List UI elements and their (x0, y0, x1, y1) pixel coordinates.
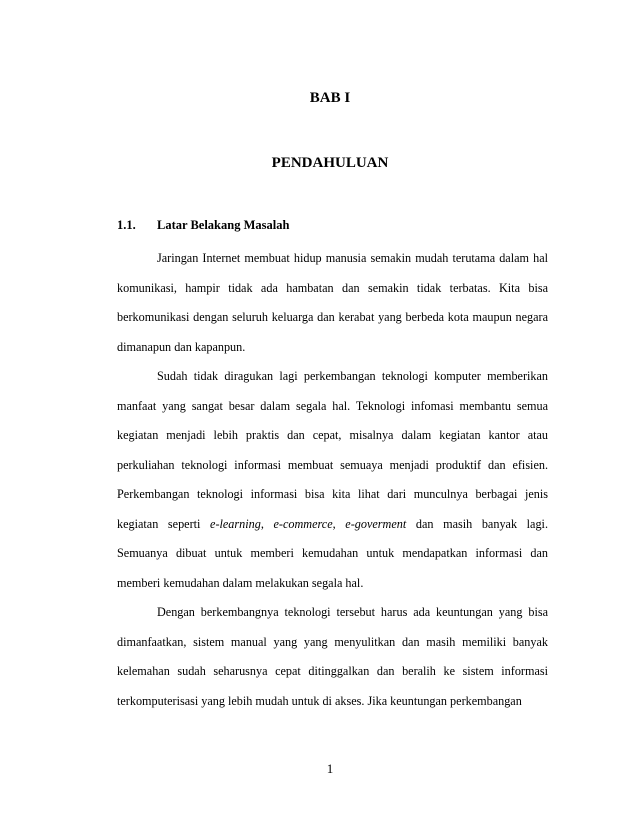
paragraph-2-text-b: dan masih banyak lagi. Semuanya dibuat untuk memberi kemudahan untuk mendapatkan informasi dan memberi kemudahan dalam melakukan segala hal. (117, 516, 548, 590)
section-title: Latar Belakang Masalah (157, 218, 290, 232)
chapter-title: PENDAHULUAN (271, 155, 389, 171)
paragraph-2-text-a: Sudah tidak diragukan lagi perkembangan teknologi komputer memberikan manfaat yang sangat besar dalam segala hal. Teknologi infomasi membantu semua kegiatan menjadi lebih praktis dan cepat, misalnya dalam kegiatan kantor atau perkuliahan teknologi informasi membuat semuaya menjadi produktif dan efisien. Perkembangan teknologi informasi bisa kita lihat dari munculnya berbagai jenis kegiatan seperti (117, 369, 548, 531)
term-e-goverment: e-goverment (345, 516, 407, 531)
term-e-learning: e-learning (210, 516, 261, 531)
body-text (117, 244, 548, 716)
term-e-commerce: e-commerce (273, 516, 333, 531)
paragraph-2: Sudah tidak diragukan lagi perkembangan teknologi komputer memberikan manfaat yang sangat besar dalam segala hal. Teknologi infomasi membantu semua kegiatan menjadi lebih praktis dan cepat, misalnya dalam kegiatan kantor atau perkuliahan teknologi informasi membuat semuaya menjadi produktif dan efisien. Perkembangan teknologi informasi bisa kita lihat dari munculnya berbagai jenis kegiatan seperti e-learning, e-commerce, e-goverment dan masih banyak lagi. Semuanya dibuat untuk memberi kemudahan untuk mendapatkan informasi dan memberi kemudahan dalam melakukan segala hal. (117, 369, 548, 590)
paragraph-3: Dengan berkembangnya teknologi tersebut harus ada keuntungan yang bisa dimanfaatkan, sistem manual yang yang menyulitkan dan masih memiliki banyak kelemahan sudah seharusnya cepat ditinggalkan dan beralih ke sistem informasi terkomputerisasi yang lebih mudah untuk di akses. Jika keuntungan perkembangan (117, 605, 548, 708)
section-heading (117, 215, 289, 235)
paragraph-1: Jaringan Internet membuat hidup manusia semakin mudah terutama dalam hal komunikasi, hampir tidak ada hambatan dan semakin tidak terbatas. Kita bisa berkomunikasi dengan seluruh keluarga dan kerabat yang berbeda kota maupun negara dimanapun dan kapanpun. (117, 251, 548, 354)
chapter-heading: BAB I (309, 90, 351, 106)
section-number: 1.1. (117, 218, 136, 232)
page-number: 1 (326, 761, 334, 776)
